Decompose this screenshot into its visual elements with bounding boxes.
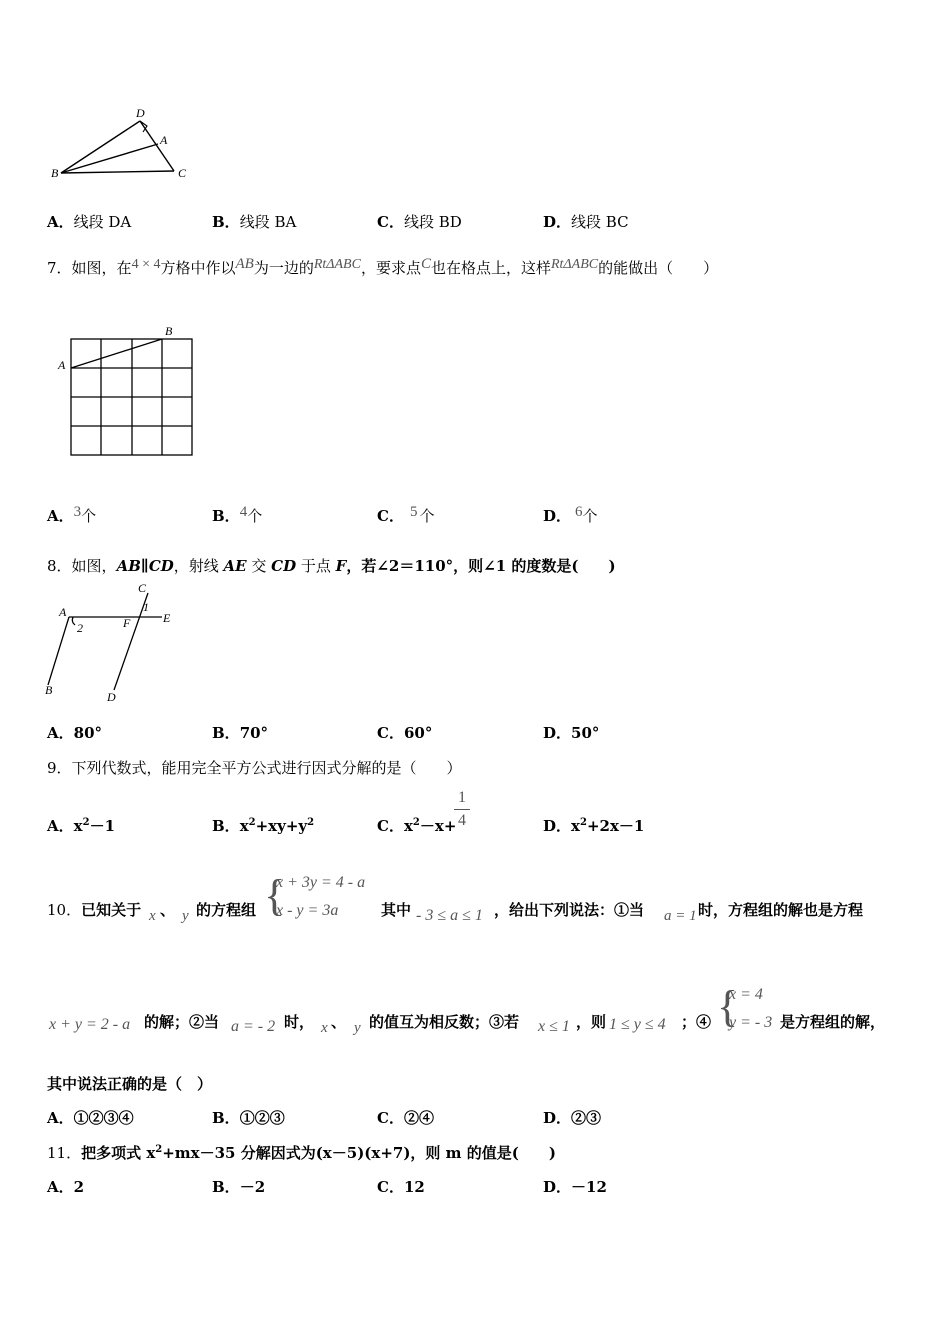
q10-text-is-solution: 是方程组的解，: [780, 1013, 886, 1031]
q10-sep: 、: [160, 901, 176, 919]
q8-label-b: B: [45, 683, 53, 697]
q11-option-d[interactable]: D．－12: [543, 1178, 607, 1196]
q10-solution-brace: {: [717, 982, 739, 1031]
q7-option-d[interactable]: D． 6个: [543, 504, 598, 525]
q7-label-a: A: [58, 358, 66, 372]
fraction-denominator: 4: [458, 812, 466, 829]
q10-line2-eq: x + y = 2 - a: [49, 1016, 131, 1033]
q10-option-c[interactable]: C．②④: [377, 1109, 434, 1127]
q8-parallel-figure: [40, 578, 190, 708]
q10-var-y2: y: [354, 1020, 361, 1036]
q10-sol-y: y = - 3: [729, 1014, 773, 1031]
q10-option-d[interactable]: D．②③: [543, 1109, 602, 1127]
q6-label-a: A: [160, 133, 168, 147]
q10-a-eq-1: a = 1: [664, 908, 697, 924]
q9-option-b[interactable]: B．$x^2+xy+y^2$: [212, 817, 315, 835]
q10-var-x: x: [149, 908, 156, 924]
q10-sep2: 、: [331, 1013, 347, 1031]
q10-a-eq-neg2: a = - 2: [231, 1018, 276, 1035]
q10-text-opposite: 的值互为相反数；③若: [369, 1013, 520, 1031]
q10-text-solution2: 的解；②当: [144, 1013, 220, 1031]
q10-option-a[interactable]: A．①②③④: [47, 1109, 134, 1127]
q7-label-b: B: [165, 324, 173, 338]
q8-option-c[interactable]: C．60°: [377, 724, 433, 742]
q7-option-a[interactable]: A．3个: [47, 504, 97, 525]
q6-label-b: B: [51, 166, 59, 180]
q10-x-cond: x ≤ 1: [538, 1018, 570, 1035]
q10-text-then: ，则: [576, 1013, 607, 1031]
q9-option-c[interactable]: C．$x^2-x+$: [377, 817, 457, 835]
q10-var-y: y: [182, 908, 189, 924]
q8-label-f: F: [123, 616, 131, 630]
q10-text-where: 其中: [381, 901, 412, 919]
q10-var-x2: x: [321, 1020, 328, 1036]
q8-label-e: E: [163, 611, 171, 625]
q6-option-d[interactable]: D．线段 BC: [543, 213, 629, 231]
q8-label-c: C: [138, 581, 147, 595]
q8-label-a: A: [59, 605, 67, 619]
q7-stem: 7．如图，在4 × 4方格中作以AB为一边的RtΔABC，要求点C也在格点上，这样RtΔABC的能做出（ ）: [47, 256, 719, 277]
q10-condition: - 3 ≤ a ≤ 1: [416, 907, 483, 924]
q10-option-b[interactable]: B．①②③: [212, 1109, 285, 1127]
q9-option-d[interactable]: D．$x^2+2x-1$: [543, 817, 645, 835]
q11-option-c[interactable]: C．12: [377, 1178, 425, 1196]
q7-option-c[interactable]: C． 5 个: [377, 504, 435, 525]
q11-option-b[interactable]: B．－2: [212, 1178, 266, 1196]
q8-option-a[interactable]: A．80°: [47, 724, 103, 742]
q8-label-d: D: [107, 690, 116, 704]
q10-text-system: 的方程组: [196, 901, 257, 919]
q6-option-c[interactable]: C．线段 BD: [377, 213, 462, 231]
q9-option-a[interactable]: A．$x^2-1$: [47, 817, 115, 835]
q10-eq1: x + 3y = 4 - a: [276, 874, 366, 891]
q10-eq2: x - y = 3a: [276, 902, 339, 919]
fraction-numerator: 1: [458, 789, 466, 806]
q11-stem: 11．把多项式 $x^2+mx-35$ 分解因式为(x－5)(x+7)，则 m 的值是( ): [47, 1144, 556, 1162]
q10-line1-a: 10．已知关于: [47, 901, 142, 919]
q10-text-statements: ，给出下列说法：①当: [494, 901, 645, 919]
q10-text-when: 时，: [284, 1013, 315, 1031]
q10-y-cond: 1 ≤ y ≤ 4: [609, 1016, 666, 1033]
q9-stem: 9．下列代数式，能用完全平方公式进行因式分解的是（ ）: [47, 759, 462, 777]
q6-option-b[interactable]: B．线段 BA: [212, 213, 297, 231]
q9-option-c-fraction: [454, 788, 470, 831]
q7-option-b[interactable]: B．4个: [212, 504, 263, 525]
q11-option-a[interactable]: A．2: [47, 1178, 85, 1196]
fraction-bar: [454, 809, 470, 810]
q6-label-c: C: [178, 166, 187, 180]
q8-label-2: 2: [77, 621, 83, 635]
q8-option-d[interactable]: D．50°: [543, 724, 600, 742]
q6-triangle-figure: [40, 100, 200, 190]
q6-label-d: D: [136, 106, 145, 120]
q7-grid-figure: [52, 318, 202, 463]
q10-sol-x: x = 4: [729, 986, 763, 1003]
q10-line3: 其中说法正确的是（ ）: [47, 1075, 213, 1093]
q8-option-b[interactable]: B．70°: [212, 724, 269, 742]
q10-system-brace: {: [264, 871, 286, 920]
q10-text-four: ；④: [681, 1013, 712, 1031]
q8-stem: 8．如图，AB∥CD，射线 AE 交 CD 于点 F，若∠2＝110°，则∠1 的度数是( ): [47, 557, 616, 575]
q6-option-a[interactable]: A．线段 DA: [47, 213, 132, 231]
q10-text-also: 时，方程组的解也是方程: [698, 901, 864, 919]
q8-label-1: 1: [143, 600, 149, 614]
